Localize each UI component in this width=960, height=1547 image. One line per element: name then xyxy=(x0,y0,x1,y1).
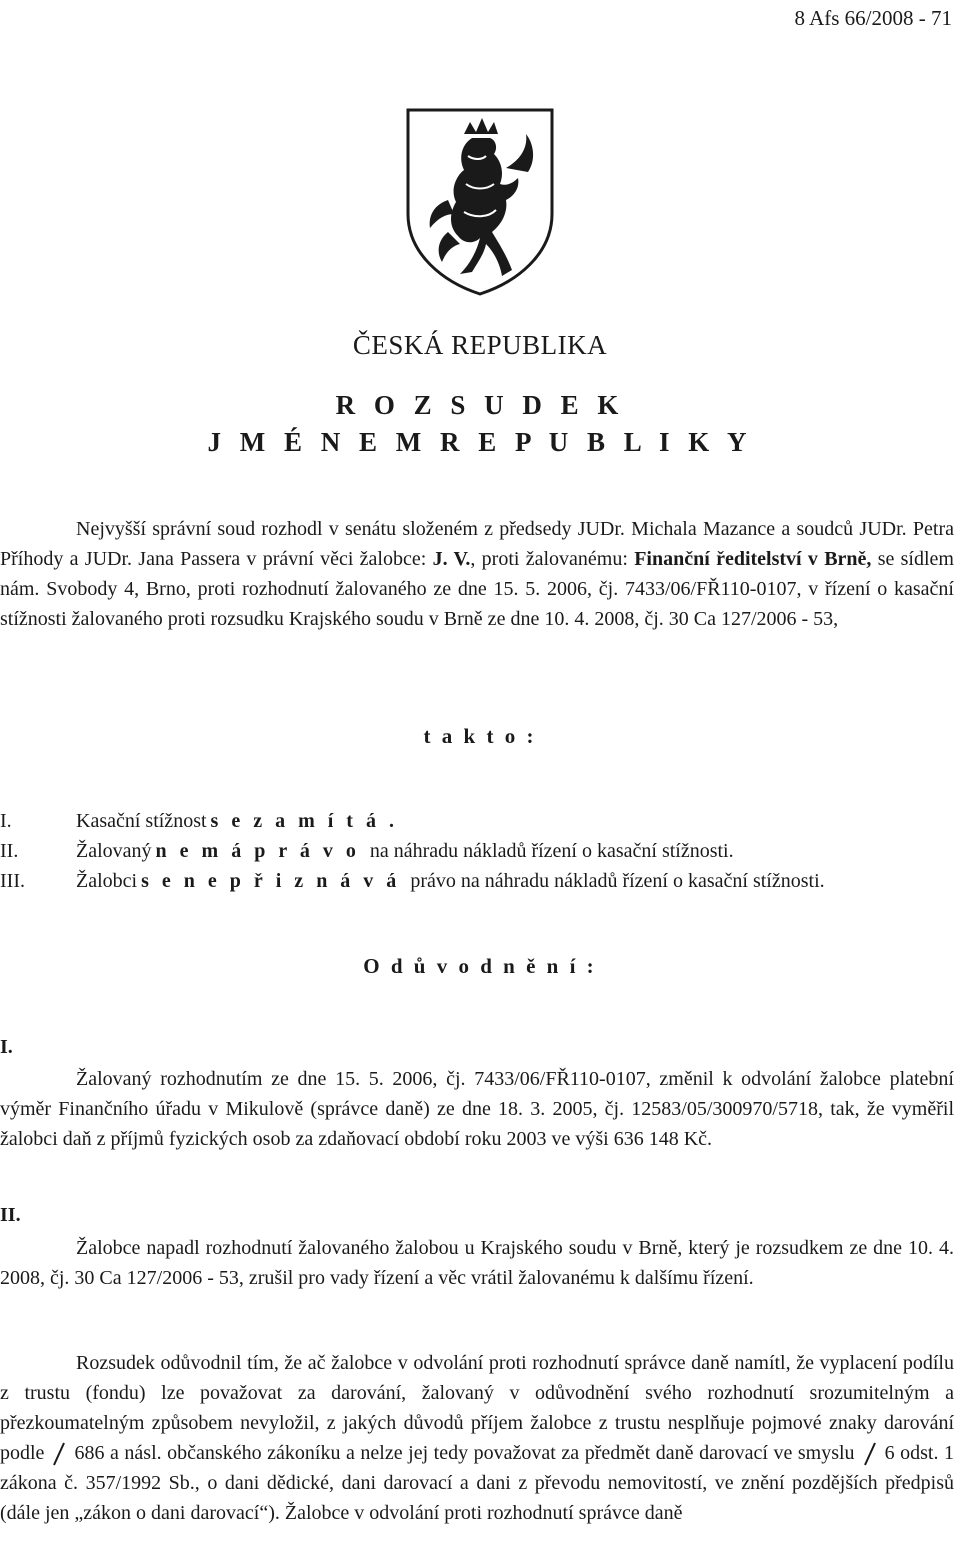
intro-text-2: , proti žalovanému: xyxy=(470,548,635,570)
section-sign-icon xyxy=(861,1441,879,1467)
document-title: R O Z S U D E K xyxy=(335,390,625,420)
plaintiff-name: J. V. xyxy=(432,548,471,570)
verdict-emphasis: s e z a m í t á . xyxy=(210,810,398,832)
verdict-item-2 xyxy=(0,836,734,866)
country-heading: ČESKÁ REPUBLIKA xyxy=(352,330,608,360)
intro-text-3: se sídlem nám. Svobody 4, Brno, proti rozhodnutí žalovaného ze dne 15. 5. 2006, čj. 7433/06/FŘ110-0107, v řízení o kasační stížnosti žalovaného proti rozsudku Krajského soudu v Brně ze dne 10. 4. 2008, čj. 30 Ca 127/2006 - 53, xyxy=(0,548,954,630)
takto-label: t a k t o : xyxy=(423,724,537,748)
czech-lion-coat-of-arms-icon xyxy=(402,104,558,300)
final-text-1: Rozsudek odůvodnil tím, že ač žalobce v odvolání proti rozhodnutí správce daně namítl, že vyplacení podílu z trustu (fondu) lze považovat za darování, žalovaný v odůvodnění svého rozhodnutí srozumitelným a přezkoumatelným způsobem nevyložil, z jakých důvodů příjem žalobce z trustu nesplňuje pojmové znaky darování podle xyxy=(0,1352,954,1464)
intro-paragraph xyxy=(0,514,954,634)
final-text-3: 6 odst. 1 zákona č. 357/1992 Sb., o dani dědické, dani darovací a dani z převodu nemovitostí, ve znění pozdějších předpisů (dále jen „zákon o dani darovací“). Žalobce v odvolání proti rozhodnutí správce daně xyxy=(0,1442,954,1524)
verdict-text-after: na náhradu nákladů řízení o kasační stížnosti. xyxy=(369,840,734,862)
section-number-2: II. xyxy=(0,1204,21,1226)
reasoning-heading: O d ů v o d n ě n í : xyxy=(363,954,597,978)
section-2-text: Žalobce napadl rozhodnutí žalovaného žalobou u Krajského soudu v Brně, který je rozsudkem ze dne 10. 4. 2008, čj. 30 Ca 127/2006 - 53, zrušil pro vady řízení a věc vrátil žalovanému k dalšímu řízení. xyxy=(0,1237,954,1289)
verdict-text-before: Žalovaný xyxy=(76,840,152,862)
document-reference: 8 Afs 66/2008 - 71 xyxy=(794,6,952,30)
verdict-emphasis: n e m á p r á v o xyxy=(155,840,360,862)
verdict-number: II. xyxy=(0,840,19,862)
final-text-2: 686 a násl. občanského zákoníku a nelze jej tedy považovat za předmět daně darovací ve smyslu xyxy=(74,1442,855,1464)
verdict-item-3 xyxy=(0,866,825,896)
intro-text-1: Nejvyšší správní soud rozhodl v senátu složeném z předsedy JUDr. Michala Mazance a soudců JUDr. Petra Příhody a JUDr. Jana Passera v právní věci žalobce: xyxy=(0,518,954,570)
section-1-paragraph xyxy=(0,1064,954,1154)
verdict-emphasis: s e n e p ř i z n á v á xyxy=(141,870,401,892)
final-paragraph xyxy=(0,1348,954,1528)
document-subtitle: J M É N E M R E P U B L I K Y xyxy=(207,427,753,457)
verdict-text-before: Kasační stížnost xyxy=(76,810,207,832)
section-1-text: Žalovaný rozhodnutím ze dne 15. 5. 2006, čj. 7433/06/FŘ110-0107, změnil k odvolání žalobce platební výměr Finančního úřadu v Mikulově (správce daně) ze dne 18. 3. 2005, čj. 12583/05/300970/5718, tak, že vyměřil žalobci daň z příjmů fyzických osob za zdaňovací období roku 2003 ve výši 636 148 Kč. xyxy=(0,1068,954,1150)
verdict-item-1 xyxy=(0,806,408,836)
verdict-text-before: Žalobci xyxy=(76,870,138,892)
defendant-name: Finanční ředitelství v Brně, xyxy=(634,548,872,570)
section-sign-icon xyxy=(50,1441,68,1467)
verdict-number: III. xyxy=(0,870,25,892)
verdict-number: I. xyxy=(0,810,12,832)
section-number-1: I. xyxy=(0,1036,13,1058)
section-2-paragraph xyxy=(0,1233,954,1293)
verdict-text-after: právo na náhradu nákladů řízení o kasační stížnosti. xyxy=(410,870,825,892)
